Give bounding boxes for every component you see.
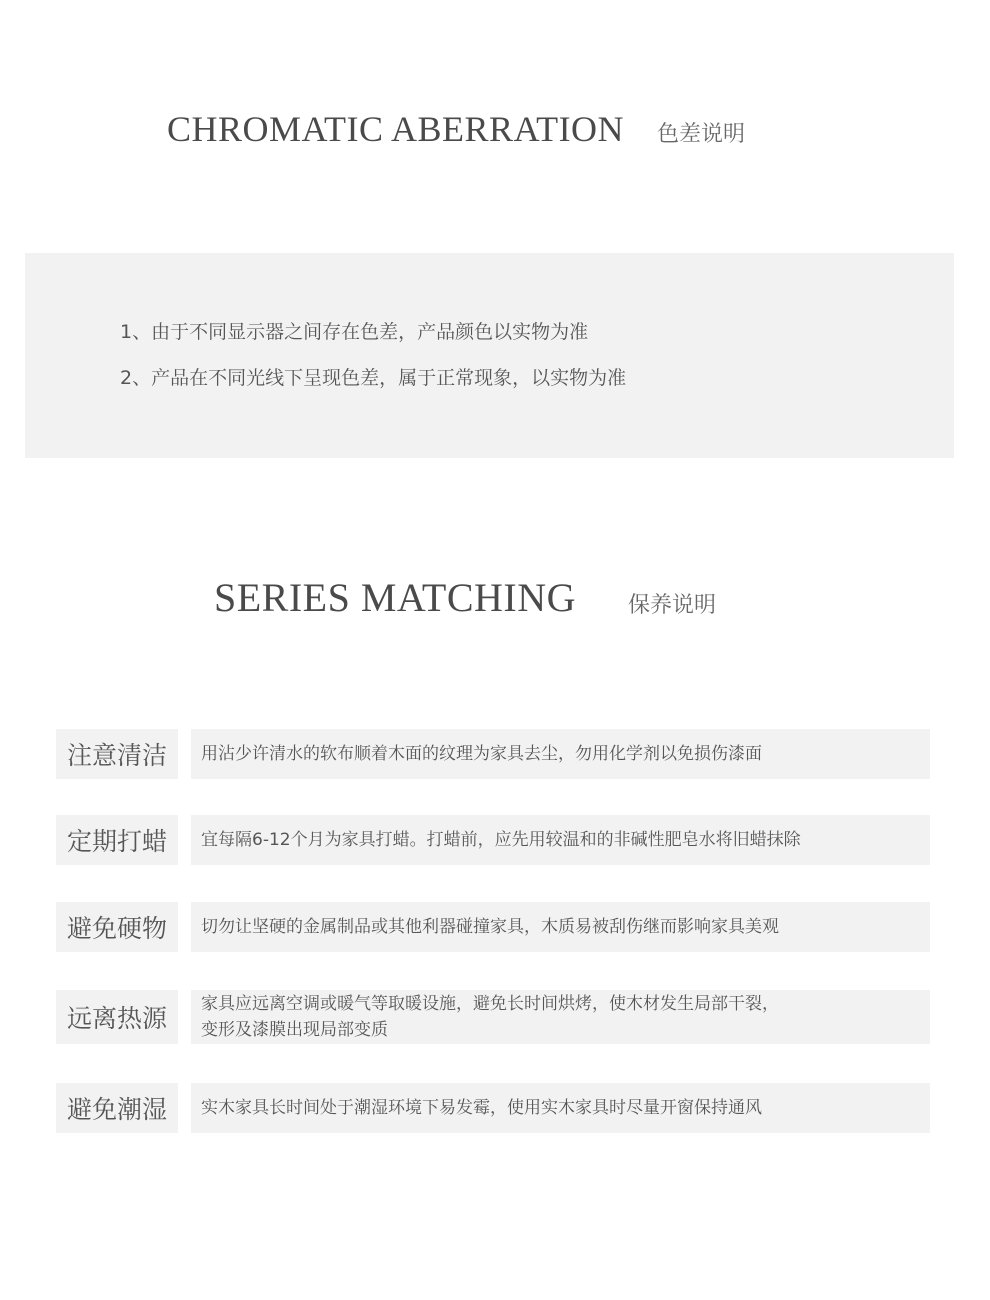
series-matching-title: SERIES MATCHING (214, 575, 576, 620)
chromatic-note-2: 2、产品在不同光线下呈现色差，属于正常现象，以实物为准 (120, 367, 627, 389)
care-label: 远离热源 (56, 990, 178, 1044)
care-label: 定期打蜡 (56, 815, 178, 865)
care-text-line: 宜每隔6-12个月为家具打蜡。打蜡前，应先用较温和的非碱性肥皂水将旧蜡抹除 (201, 830, 801, 850)
care-text (191, 991, 779, 1043)
care-text-box (191, 990, 930, 1044)
care-text-line: 家具应远离空调或暖气等取暖设施，避免长时间烘烤，使木材发生局部干裂， (201, 994, 779, 1014)
care-text (191, 827, 801, 853)
chromatic-aberration-title: CHROMATIC ABERRATION (167, 109, 625, 149)
care-label: 避免硬物 (56, 902, 178, 952)
care-text-box (191, 815, 930, 865)
care-label: 避免潮湿 (56, 1083, 178, 1133)
care-text-line: 实木家具长时间处于潮湿环境下易发霉，使用实木家具时尽量开窗保持通风 (201, 1098, 762, 1118)
care-text-box (191, 902, 930, 952)
series-matching-subtitle: 保养说明 (628, 593, 717, 618)
care-text (191, 741, 762, 767)
care-text-line: 变形及漆膜出现局部变质 (201, 1020, 388, 1040)
chromatic-note-1: 1、由于不同显示器之间存在色差，产品颜色以实物为准 (120, 321, 589, 343)
care-text-line: 切勿让坚硬的金属制品或其他利器碰撞家具，木质易被刮伤继而影响家具美观 (201, 917, 779, 937)
care-text-box (191, 1083, 930, 1133)
care-text (191, 1095, 762, 1121)
chromatic-aberration-subtitle: 色差说明 (657, 122, 746, 147)
care-text-line: 用沾少许清水的软布顺着木面的纹理为家具去尘，勿用化学剂以免损伤漆面 (201, 744, 762, 764)
care-text-box (191, 729, 930, 779)
care-label: 注意清洁 (56, 729, 178, 779)
care-text (191, 914, 779, 940)
chromatic-notes-box (25, 253, 954, 458)
